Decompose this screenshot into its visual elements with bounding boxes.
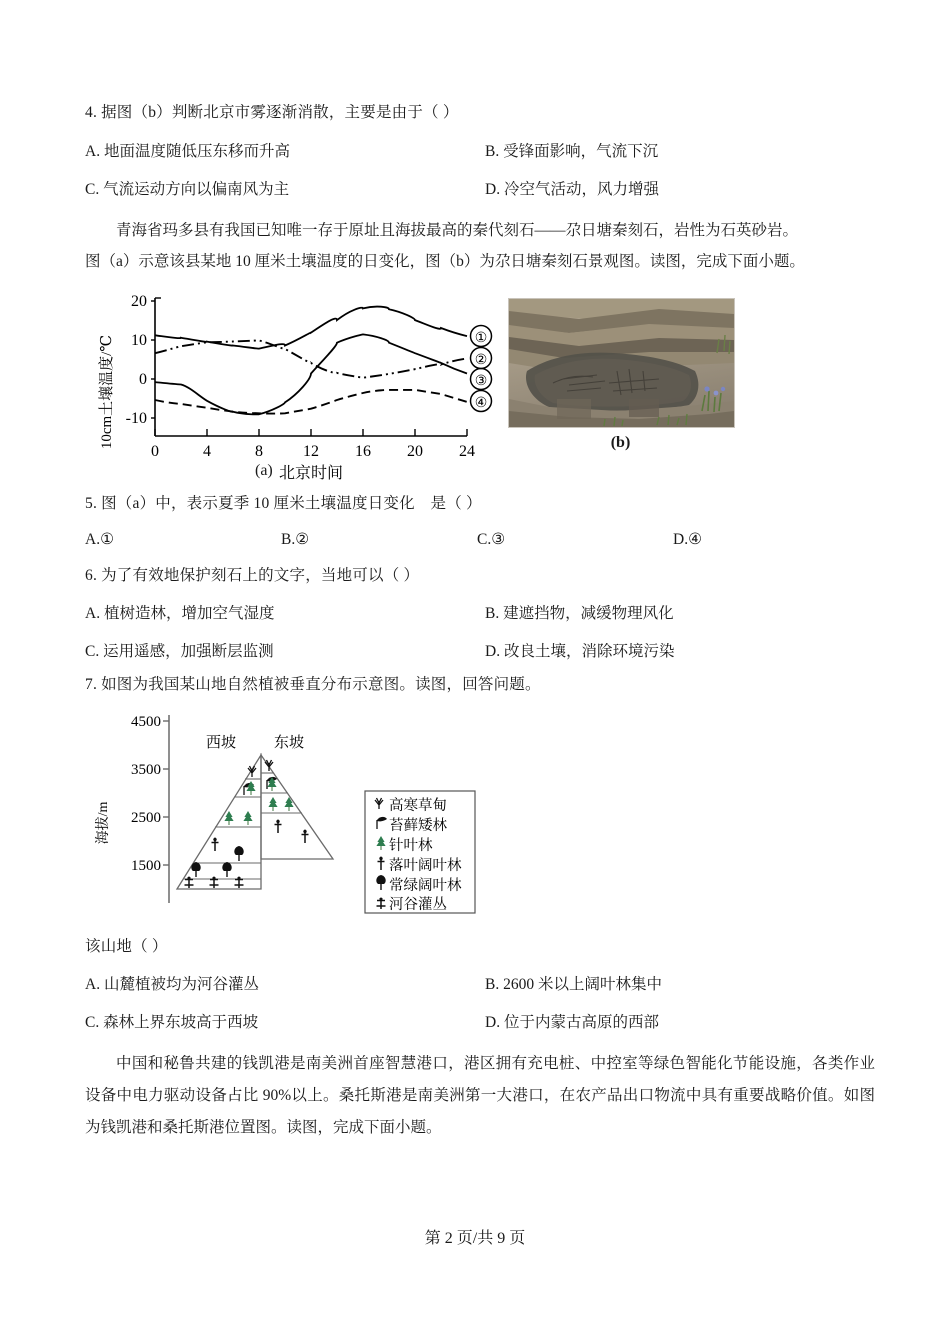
series-3-line [155,334,467,414]
option-c[interactable]: C. 气流运动方向以偏南风为主 [85,180,290,198]
west-icon-valley-scrub [185,876,244,888]
question-7-sub-stem: 该山地（ ） [85,937,168,955]
figure-row-a-b [85,284,875,496]
passage-1-line-2: 图（a）示意该县某地 10 厘米土壤温度的日变化，图（b）为尕日塘秦刻石景观图。读图，完成下面小题。 [85,253,805,271]
alt-tick-1500: 1500 [131,857,161,874]
page-content [85,105,875,1143]
slope-label-west: 西坡 [205,734,237,751]
legend-label-1: 苔藓矮林 [389,817,447,834]
x-tick-12: 12 [303,443,319,461]
mountain-vegetation-figure [85,711,875,939]
alt-tick-2500: 2500 [131,809,161,826]
option-a[interactable]: A. 植树造林，增加空气湿度 [85,605,275,623]
question-4-options-2 [85,177,875,197]
y-tick-20: 20 [131,293,147,311]
figure-a-caption: (a) [255,462,273,480]
option-d[interactable]: D. 改良土壤，消除环境污染 [485,643,675,661]
question-7-stem: 7. 如图为我国某山地自然植被垂直分布示意图。读图，回答问题。 [85,676,541,694]
option-a[interactable]: A. 山麓植被均为河谷灌丛 [85,976,259,994]
option-c[interactable]: C. 森林上界东坡高于西坡 [85,1014,259,1032]
east-icon-deciduous [275,819,309,843]
question-6-options [85,601,875,621]
alt-tick-3500: 3500 [131,761,161,778]
question-6-options-2 [85,639,875,659]
slope-label-east: 东坡 [273,734,305,751]
y-tick-neg10: -10 [125,410,147,428]
series-4-line [155,390,467,414]
question-5-stem: 5. 图（a）中，表示夏季 10 厘米土壤温度日变化 是（ ） [85,495,482,513]
west-icon-deciduous [212,837,219,851]
passage-1-line-1: 青海省玛多县有我国已知唯一存于原址且海拔最高的秦代刻石——尕日塘秦刻石，岩性为石英砂岩。 [116,221,799,239]
x-tick-4: 4 [203,443,211,461]
y-tick-10: 10 [131,332,147,350]
question-7-options [85,972,875,992]
figure-b-caption: (b) [610,434,631,452]
vertical-vegetation-diagram [93,711,513,935]
soil-temperature-chart [95,284,495,489]
option-b[interactable]: B.② [281,530,310,548]
option-a[interactable]: A.① [85,530,114,548]
series-label-4: ④ [474,396,488,412]
alt-tick-4500: 4500 [131,713,161,730]
west-icon-evergreen [191,846,243,877]
legend-label-2: 针叶林 [389,837,433,854]
series-2-line [155,340,467,377]
x-tick-16: 16 [355,443,371,461]
series-label-3: ③ [474,374,488,390]
question-7-options-2 [85,1010,875,1030]
series-1-line [155,307,467,349]
passage-2: 中国和秘鲁共建的钱凯港是南美洲首座智慧港口，港区拥有充电桩、中控室等绿色智能化节能设施，各类作业设备中电力驱动设备占比 90%以上。桑托斯港是南美洲第一大港口，在农产品出口物流中具有重要战略价值。如图为钱凯港和桑托斯港位置图。读图，完成下面小题。 [85,1055,875,1136]
x-tick-24: 24 [459,443,475,461]
question-4-options [85,139,875,159]
chart-x-axis-label: 北京时间 [278,465,344,483]
legend-label-3: 落叶阔叶林 [389,857,462,874]
option-a[interactable]: A. 地面温度随低压东移而升高 [85,142,290,160]
legend-entry-deciduous [378,856,462,874]
legend-label-4: 常绿阔叶林 [389,877,462,894]
option-c[interactable]: C.③ [477,530,506,548]
legend-label-5: 河谷灌丛 [389,896,447,913]
x-tick-0: 0 [151,443,159,461]
option-c[interactable]: C. 运用遥感，加强断层监测 [85,643,274,661]
west-icon-alpine-meadow [248,766,256,777]
figure-b-wrap [508,298,733,452]
option-d[interactable]: D. 位于内蒙古高原的西部 [485,1014,659,1032]
option-d[interactable]: D. 冷空气活动，风力增强 [485,180,659,198]
option-d[interactable]: D.④ [673,530,702,548]
stone-inscription-photo [508,298,735,428]
page-footer: 第 2 页/共 9 页 [424,1230,526,1247]
question-6-stem: 6. 为了有效地保护刻石上的文字，当地可以（ ） [85,566,420,584]
series-end-labels [471,326,492,412]
series-label-1: ① [474,331,488,347]
x-tick-8: 8 [255,443,263,461]
question-4-stem: 4. 据图（b）判断北京市雾逐渐消散，主要是由于（ ） [85,104,459,121]
option-b[interactable]: B. 建遮挡物，减缓物理风化 [485,605,674,623]
series-label-2: ② [474,353,488,369]
legend-entry-evergreen [376,875,462,894]
option-b[interactable]: B. 受锋面影响，气流下沉 [485,142,659,160]
mountain-y-axis-label: 海拔/m [96,801,111,844]
chart-y-axis-label: 10cm土壤温度/℃ [99,334,115,450]
option-b[interactable]: B. 2600 米以上阔叶林集中 [485,976,662,994]
y-tick-0: 0 [139,371,147,389]
question-5-options [85,530,875,550]
legend-label-0: 高寒草甸 [389,797,447,814]
x-tick-20: 20 [407,443,423,461]
